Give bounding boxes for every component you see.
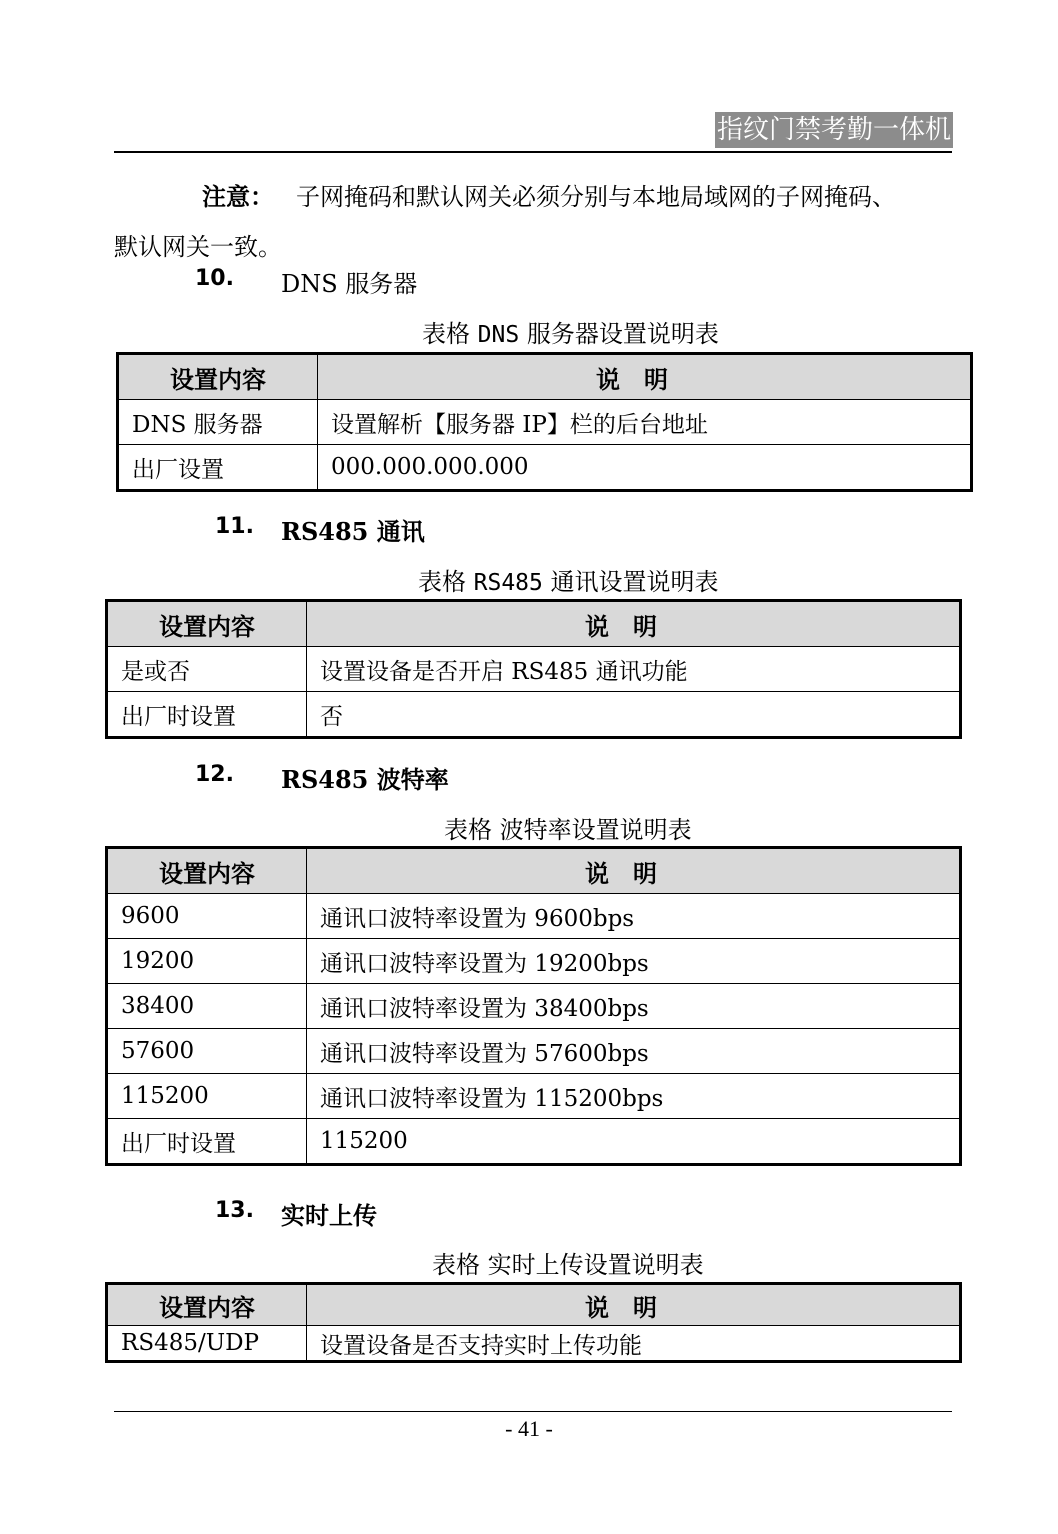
table-cell: 设置解析【服务器 IP】栏的后台地址 bbox=[318, 400, 972, 445]
table-caption-dns bbox=[422, 314, 719, 349]
header-cell-description: 说明 bbox=[307, 1284, 961, 1326]
footer-divider bbox=[114, 1411, 952, 1412]
table-header-row bbox=[118, 354, 972, 400]
table-cell: 115200 bbox=[307, 1119, 961, 1165]
section-13-heading bbox=[215, 1198, 377, 1230]
header-cell-description: 说明 bbox=[307, 848, 961, 894]
table-caption-realtime bbox=[432, 1245, 704, 1280]
caption-prefix: 表格 bbox=[444, 816, 492, 844]
table-cell: 通讯口波特率设置为 115200bps bbox=[307, 1074, 961, 1119]
note-label: 注意： bbox=[202, 183, 274, 211]
table-caption-baud bbox=[444, 810, 692, 845]
note-paragraph bbox=[114, 172, 954, 272]
caption-prefix: 表格 bbox=[418, 568, 466, 596]
caption-code: DNS bbox=[477, 322, 520, 348]
table-cell: 通讯口波特率设置为 19200bps bbox=[307, 939, 961, 984]
section-10-heading bbox=[195, 266, 418, 298]
section-title: 实时上传 bbox=[281, 1201, 377, 1230]
caption-prefix: 表格 bbox=[422, 320, 470, 348]
caption-rest: 通讯设置说明表 bbox=[550, 568, 719, 596]
table-cell: 设置设备是否支持实时上传功能 bbox=[307, 1326, 961, 1362]
table-cell: DNS 服务器 bbox=[118, 400, 318, 445]
table-cell: 115200 bbox=[107, 1074, 307, 1119]
section-number: 10. bbox=[195, 266, 234, 291]
table-row bbox=[107, 894, 961, 939]
section-title: RS485 波特率 bbox=[281, 765, 449, 794]
table-row bbox=[107, 939, 961, 984]
realtime-upload-table bbox=[105, 1282, 962, 1363]
rs485-settings-table bbox=[105, 599, 962, 739]
caption-rest: 实时上传设置说明表 bbox=[487, 1251, 704, 1279]
table-row bbox=[107, 1074, 961, 1119]
table-cell: 000.000.000.000 bbox=[318, 445, 972, 491]
header-cell-setting: 设置内容 bbox=[107, 848, 307, 894]
table-row bbox=[107, 692, 961, 738]
table-row bbox=[107, 1326, 961, 1362]
table-cell: 是或否 bbox=[107, 647, 307, 692]
document-header-title: 指纹门禁考勤一体机 bbox=[715, 112, 953, 148]
header-cell-setting: 设置内容 bbox=[107, 601, 307, 647]
caption-rest: 服务器设置说明表 bbox=[526, 320, 719, 348]
table-row bbox=[107, 984, 961, 1029]
section-12-heading bbox=[195, 762, 449, 794]
table-cell: 38400 bbox=[107, 984, 307, 1029]
header-divider bbox=[114, 151, 952, 153]
table-cell: 出厂时设置 bbox=[107, 1119, 307, 1165]
table-row bbox=[107, 647, 961, 692]
caption-rest: 波特率设置说明表 bbox=[499, 816, 692, 844]
header-cell-setting: 设置内容 bbox=[107, 1284, 307, 1326]
header-cell-setting: 设置内容 bbox=[118, 354, 318, 400]
table-header-row bbox=[107, 848, 961, 894]
section-11-heading bbox=[215, 514, 425, 546]
table-cell: RS485/UDP bbox=[107, 1326, 307, 1362]
table-cell: 19200 bbox=[107, 939, 307, 984]
table-cell: 9600 bbox=[107, 894, 307, 939]
table-cell: 通讯口波特率设置为 38400bps bbox=[307, 984, 961, 1029]
table-row bbox=[107, 1029, 961, 1074]
caption-prefix: 表格 bbox=[432, 1251, 480, 1279]
dns-settings-table bbox=[116, 352, 973, 492]
table-row bbox=[118, 445, 972, 491]
section-number: 12. bbox=[195, 762, 234, 787]
table-cell: 出厂设置 bbox=[118, 445, 318, 491]
header-cell-description: 说明 bbox=[307, 601, 961, 647]
note-text-line2: 默认网关一致。 bbox=[114, 233, 282, 261]
table-row bbox=[107, 1119, 961, 1165]
table-cell: 57600 bbox=[107, 1029, 307, 1074]
section-number: 11. bbox=[215, 514, 254, 539]
table-cell: 通讯口波特率设置为 9600bps bbox=[307, 894, 961, 939]
note-text-line1: 子网掩码和默认网关必须分别与本地局域网的子网掩码、 bbox=[296, 183, 896, 211]
caption-code: RS485 bbox=[473, 570, 543, 596]
section-number: 13. bbox=[215, 1198, 254, 1223]
table-header-row bbox=[107, 601, 961, 647]
table-cell: 出厂时设置 bbox=[107, 692, 307, 738]
table-header-row bbox=[107, 1284, 961, 1326]
table-row bbox=[118, 400, 972, 445]
table-caption-rs485 bbox=[418, 562, 719, 597]
table-cell: 否 bbox=[307, 692, 961, 738]
table-cell: 设置设备是否开启 RS485 通讯功能 bbox=[307, 647, 961, 692]
section-title: DNS 服务器 bbox=[281, 270, 418, 298]
page-number: - 41 - bbox=[505, 1416, 553, 1441]
baud-rate-table bbox=[105, 846, 962, 1166]
section-title: RS485 通讯 bbox=[281, 517, 425, 546]
table-cell: 通讯口波特率设置为 57600bps bbox=[307, 1029, 961, 1074]
header-cell-description: 说明 bbox=[318, 354, 972, 400]
